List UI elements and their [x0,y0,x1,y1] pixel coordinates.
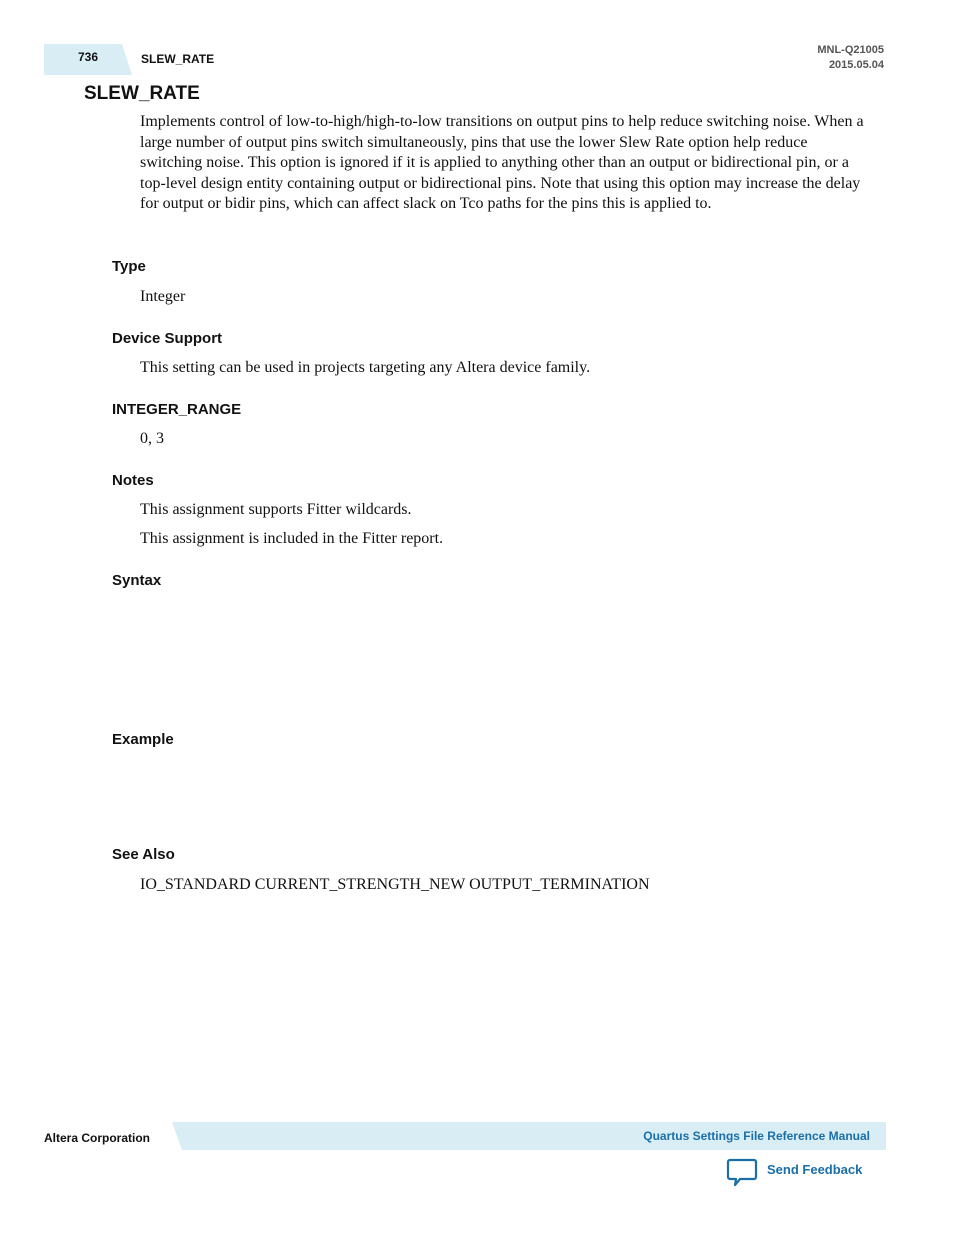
send-feedback-label: Send Feedback [767,1162,863,1177]
section-see-also-text: IO_STANDARD CURRENT_STRENGTH_NEW OUTPUT_TERMINATION [140,876,650,893]
speech-bubble-icon [726,1158,758,1188]
send-feedback-link[interactable] [726,1158,862,1188]
section-integer-range-text: 0, 3 [140,430,164,447]
section-see-also-heading: See Also [112,846,175,863]
doc-id: MNL-Q21005 [817,44,884,56]
section-device-support-text: This setting can be used in projects targeting any Altera device family. [140,359,591,376]
notes-item: This assignment is included in the Fitter report. [140,530,444,547]
section-integer-range-heading: INTEGER_RANGE [112,401,242,418]
page-number: 736 [77,50,99,64]
running-title: SLEW_RATE [141,52,215,66]
section-syntax-heading: Syntax [112,572,162,589]
section-device-support-heading: Device Support [112,330,223,347]
section-notes-heading: Notes [112,472,154,489]
section-type-text: Integer [140,288,186,305]
section-type-heading: Type [112,258,146,275]
description: Implements control of low-to-high/high-to-low transitions on output pins to help reduce switching noise. When a large number of output pins switch simultaneously, pins that use the lower Slew Rate option help reduce switching noise. This option is ignored if it is applied to anything other than an output or bidirectional pin, or a top-level design entity containing output or bidirectional pins. Note that using this option may increase the delay for output or bidir pins, which can affect slack on Tco paths for the pins this is applied to. [140,113,864,213]
footer-manual-title: Quartus Settings File Reference Manual [643,1129,870,1143]
section-example-heading: Example [112,731,174,748]
doc-date: 2015.05.04 [828,59,884,71]
notes-item: This assignment supports Fitter wildcards. [140,501,412,518]
footer-company: Altera Corporation [44,1131,151,1145]
doc-meta [817,43,884,73]
page-title: SLEW_RATE [84,83,200,104]
